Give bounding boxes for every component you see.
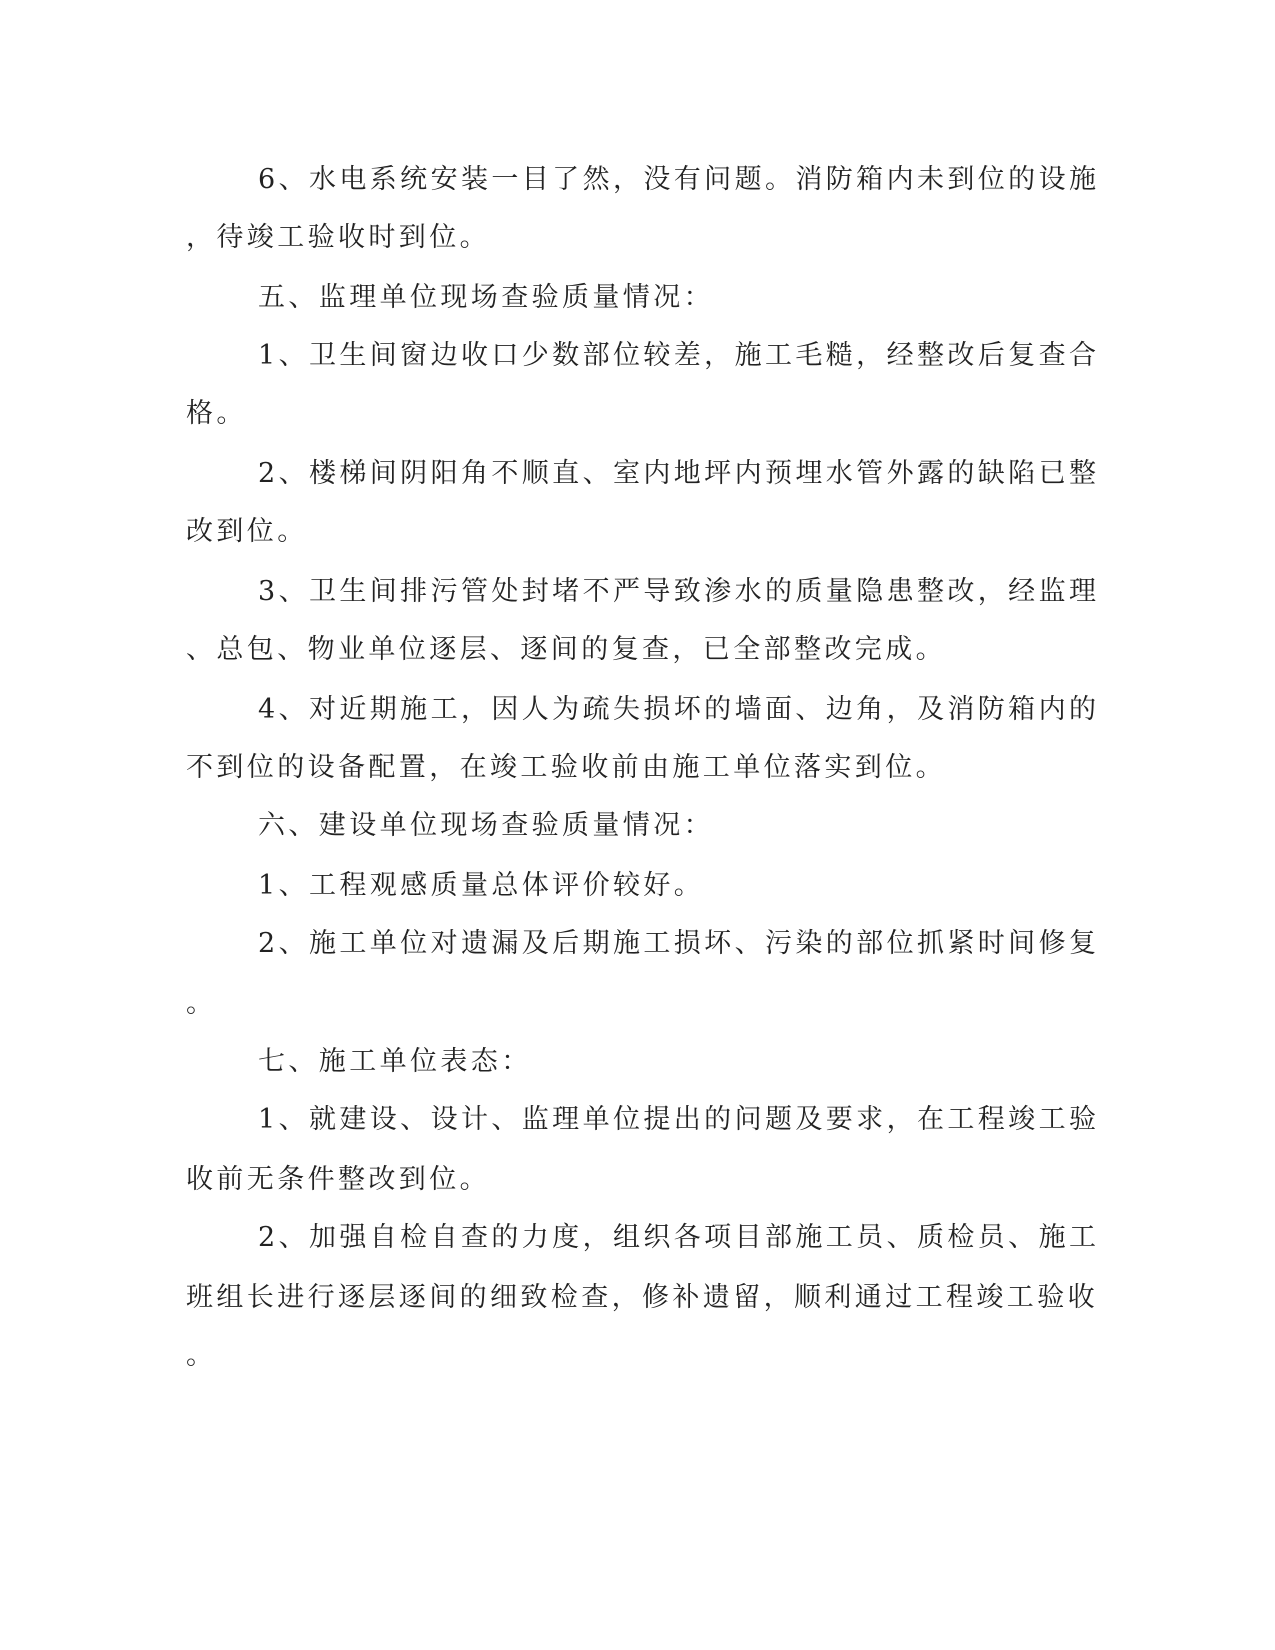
paragraph-line: 2、加强自检自查的力度，组织各项目部施工员、质检员、施工 xyxy=(258,1222,1100,1253)
paragraph-line: 改到位。 xyxy=(186,516,308,547)
section-heading: 六、建设单位现场查验质量情况： xyxy=(258,810,714,841)
paragraph-line: 2、楼梯间阴阳角不顺直、室内地坪内预埋水管外露的缺陷已整 xyxy=(258,458,1100,489)
paragraph-line: 班组长进行逐层逐间的细致检查，修补遗留，顺利通过工程竣工验收 xyxy=(186,1282,1098,1313)
paragraph-line: ，待竣工验收时到位。 xyxy=(186,222,490,253)
paragraph-line: 。 xyxy=(186,988,217,1019)
paragraph-line: 1、就建设、设计、监理单位提出的问题及要求，在工程竣工验 xyxy=(258,1104,1100,1135)
paragraph-line: 6、水电系统安装一目了然，没有问题。消防箱内未到位的设施 xyxy=(258,164,1100,195)
paragraph-line: 。 xyxy=(186,1340,217,1371)
paragraph-line: 收前无条件整改到位。 xyxy=(186,1164,490,1195)
section-heading: 五、监理单位现场查验质量情况： xyxy=(258,282,714,313)
paragraph-line: 4、对近期施工，因人为疏失损坏的墙面、边角，及消防箱内的 xyxy=(258,694,1100,725)
paragraph-line: 、总包、物业单位逐层、逐间的复查，已全部整改完成。 xyxy=(186,634,946,665)
paragraph-line: 格。 xyxy=(186,398,247,429)
paragraph-line: 3、卫生间排污管处封堵不严导致渗水的质量隐患整改，经监理 xyxy=(258,576,1100,607)
paragraph-line: 1、工程观感质量总体评价较好。 xyxy=(258,870,705,901)
section-heading: 七、施工单位表态： xyxy=(258,1046,532,1077)
paragraph-line: 不到位的设备配置，在竣工验收前由施工单位落实到位。 xyxy=(186,752,946,783)
paragraph-line: 1、卫生间窗边收口少数部位较差，施工毛糙，经整改后复查合 xyxy=(258,340,1100,371)
paragraph-line: 2、施工单位对遗漏及后期施工损坏、污染的部位抓紧时间修复 xyxy=(258,928,1100,959)
